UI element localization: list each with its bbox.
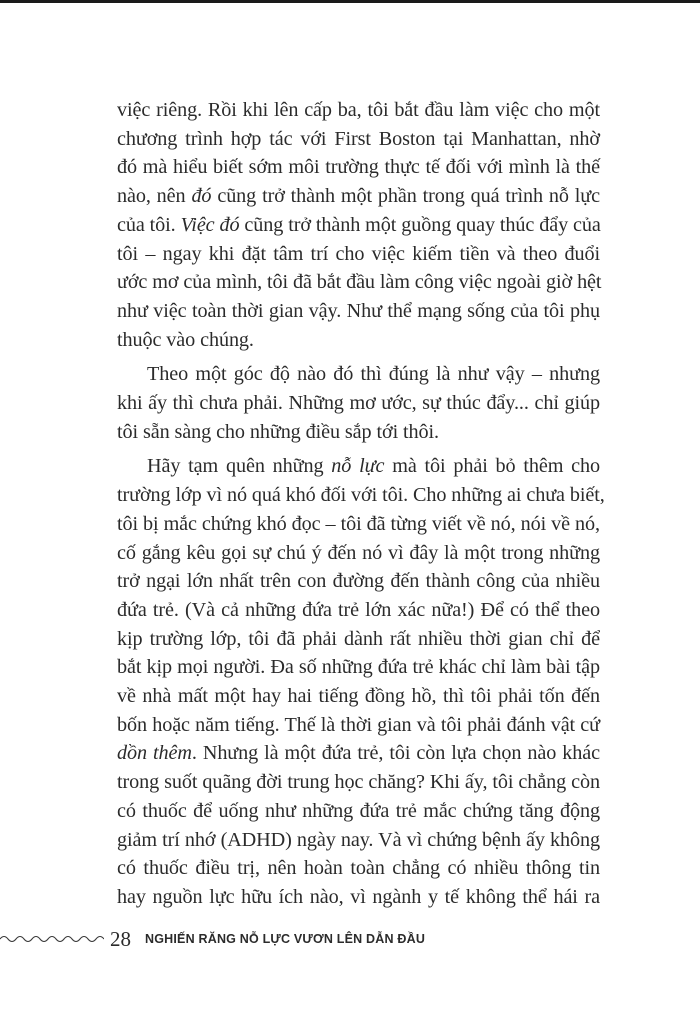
text-line [117, 539, 600, 568]
text-line [117, 125, 600, 154]
text-run: bốn hoặc năm tiếng. Thế là thời gian và tôi phải đánh vật cứ [117, 713, 600, 736]
text-line [117, 211, 600, 240]
paragraph [117, 96, 600, 354]
text-line [117, 153, 600, 182]
text-line [117, 240, 600, 269]
text-line [117, 768, 600, 797]
text-run: kịp trường lớp, tôi đã phải dành rất nhiều thời gian chỉ để [117, 627, 600, 650]
text-run: bắt kịp mọi người. Đa số những đứa trẻ khác chỉ làm bài tập [117, 656, 600, 679]
text-run: mà tôi phải bỏ thêm cho [384, 455, 601, 478]
text-line [117, 96, 600, 125]
text-line [117, 826, 600, 855]
text-line [117, 297, 600, 326]
text-run: việc riêng. Rồi khi lên cấp ba, tôi bắt đầu làm việc cho một [117, 99, 600, 121]
text-line [117, 739, 600, 768]
italic-text: nỗ lực [331, 455, 385, 478]
text-run: như việc toàn thời gian vậy. Như thể mạng sống của tôi phụ [117, 299, 600, 322]
text-run: trường lớp vì nó quá khó đối với tôi. Cho những ai chưa biết, [117, 484, 605, 507]
text-line [117, 711, 600, 740]
text-run: giảm trí nhớ (ADHD) ngày nay. Và vì chứng bệnh ấy không [117, 828, 600, 851]
text-line [117, 360, 600, 389]
text-line [117, 797, 600, 826]
text-run: tôi bị mắc chứng khó đọc – tôi đã từng viết về nó, nói về nó, [117, 512, 600, 535]
text-run: cố gắng kêu gọi sự chú ý đến nó vì đây là một trong những [117, 541, 600, 564]
text-run: của tôi. [117, 213, 181, 236]
italic-text: Việc đó [180, 213, 240, 236]
text-line [117, 653, 600, 682]
text-line [117, 481, 605, 510]
page-number: 28 [110, 927, 131, 951]
text-line [117, 452, 600, 481]
text-run: có thuốc điều trị, nên hoàn toàn chẳng có nhiều thông tin [117, 857, 600, 880]
text-run: đó mà hiểu biết sớm môi trường thực tế đối với mình là thế [117, 156, 600, 179]
text-line [117, 854, 600, 883]
text-line [117, 625, 600, 654]
text-line [117, 510, 600, 539]
text-run: cũng trở thành một guồng quay thúc đẩy của [239, 213, 601, 236]
text-run: ước mơ của mình, tôi đã bắt đầu làm công việc ngoài giờ hệt [117, 271, 602, 294]
text-run: tôi sẵn sàng cho những điều sắp tới thôi. [117, 420, 439, 443]
running-head: NGHIẾN RĂNG NỖ LỰC VƯƠN LÊN DẪN ĐẦU [145, 932, 426, 946]
text-line [117, 418, 600, 447]
paragraph [117, 452, 605, 911]
text-run: tôi – ngay khi đặt tâm trí cho việc kiếm tiền và theo đuổi [117, 242, 600, 265]
italic-text: dồn thêm [117, 742, 192, 765]
italic-text: đó [191, 185, 212, 208]
text-line [117, 883, 600, 912]
top-border-rule [0, 0, 700, 3]
text-run: đứa trẻ. (Và cả những đứa trẻ lớn xác nữa!) Để có thể theo [117, 598, 600, 621]
text-line [117, 182, 600, 211]
text-run: trong suốt quãng đời trung học chăng? Khi ấy, tôi chẳng còn [117, 771, 600, 794]
text-run: về nhà mất một hay hai tiếng đồng hồ, thì tôi phải tốn đến [117, 685, 600, 708]
text-line [117, 567, 600, 596]
paragraph [117, 360, 600, 446]
text-run: Hãy tạm quên những [147, 455, 332, 478]
wave-ornament-icon [0, 932, 104, 946]
text-line [117, 268, 600, 297]
text-run: . Nhưng là một đứa trẻ, tôi còn lựa chọn nào khác [191, 742, 600, 765]
body-text [117, 96, 605, 912]
text-run: nào, nên [117, 185, 192, 208]
text-run: Theo một góc độ nào đó thì đúng là như vậy – nhưng [147, 363, 600, 386]
text-line [117, 389, 600, 418]
text-run: chương trình hợp tác với First Boston tại Manhattan, nhờ [117, 127, 600, 150]
text-run: thuộc vào chúng. [117, 328, 254, 351]
text-run: có thuốc để uống như những đứa trẻ mắc chứng tăng động [117, 799, 600, 822]
text-line [117, 682, 600, 711]
page-footer [0, 924, 700, 964]
text-run: cũng trở thành một phần trong quá trình nỗ lực [211, 185, 600, 208]
text-line [117, 326, 600, 355]
text-run: hay nguồn lực hữu ích nào, vì ngành y tế không thể hái ra [117, 885, 600, 908]
text-run: trở ngại lớn nhất trên con đường đến thành công của nhiều [117, 570, 600, 593]
text-run: khi ấy thì chưa phải. Những mơ ước, sự thúc đẩy... chỉ giúp [117, 392, 600, 415]
text-line [117, 596, 600, 625]
